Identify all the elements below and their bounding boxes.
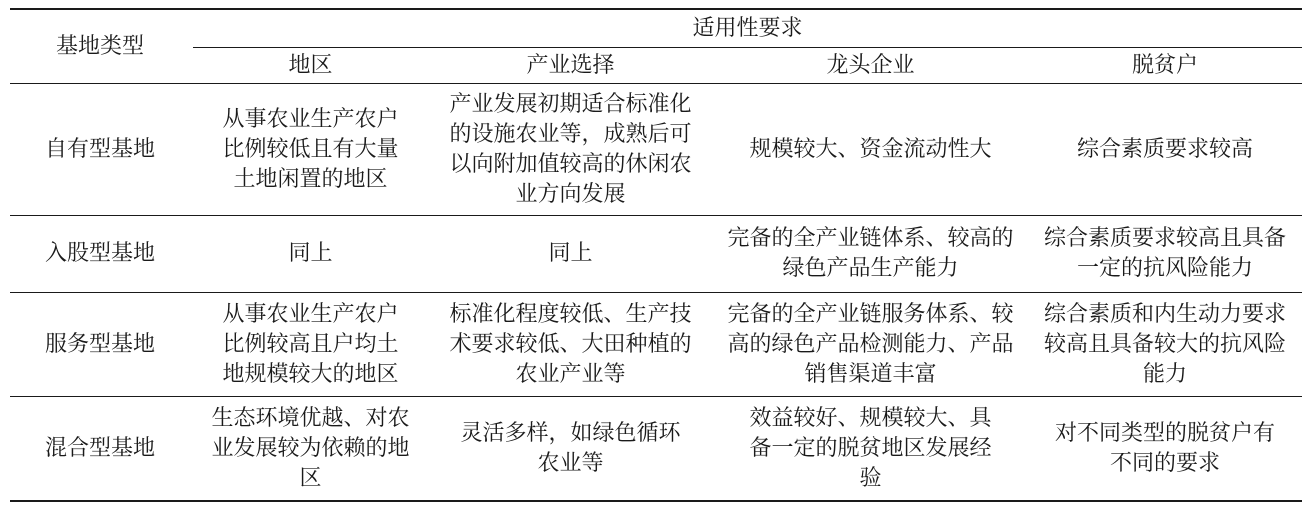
row-4-enterprise: 效益较好、规模较大、具备一定的脱贫地区发展经验 [749,405,992,491]
row-2-industry: 同上 [548,241,593,266]
row-4-household: 对不同类型的脱贫户有不同的要求 [1054,420,1275,476]
row-1-household: 综合素质要求较高 [1076,136,1253,162]
row-2-enterprise: 完备的全产业链体系、较高的绿色产品生产能力 [727,226,1014,281]
row-2-region: 同上 [288,241,333,266]
row-1-region: 从事农业生产农户比例较低且有大量土地闲置的地区 [222,106,399,192]
row-4-region: 生态环境优越、对农业发展较为依赖的地区 [211,405,410,491]
header-col-region: 地区 [288,52,333,78]
header-col-industry: 产业选择 [526,52,615,78]
requirements-table [10,8,1302,502]
header-group-label: 适用性要求 [692,15,803,41]
row-3-type: 服务型基地 [44,331,155,357]
row-3-industry: 标准化程度较低、生产技术要求较低、大田种植的农业产业等 [449,301,692,387]
row-2-type: 入股型基地 [44,241,155,266]
row-3-region: 从事农业生产农户比例较高且户均土地规模较大的地区 [222,301,399,387]
row-4-type: 混合型基地 [44,435,155,461]
row-4-industry: 灵活多样，如绿色循环农业等 [460,420,681,476]
row-2-household: 综合素质要求较高且具备一定的抗风险能力 [1043,226,1286,281]
row-3-enterprise: 完备的全产业链服务体系、较高的绿色产品检测能力、产品销售渠道丰富 [727,301,1014,387]
header-col-household: 脱贫户 [1131,52,1198,78]
row-3-household: 综合素质和内生动力要求较高且具备较大的抗风险能力 [1043,301,1286,387]
row-1-enterprise: 规模较大、资金流动性大 [749,136,992,162]
header-type-col: 基地类型 [55,33,144,59]
row-1-type: 自有型基地 [44,136,155,162]
bottom-rule [10,500,1302,502]
header-col-enterprise: 龙头企业 [826,52,915,78]
row-1-industry: 产业发展初期适合标准化的设施农业等，成熟后可以向附加值较高的休闲农业方向发展 [449,91,692,207]
